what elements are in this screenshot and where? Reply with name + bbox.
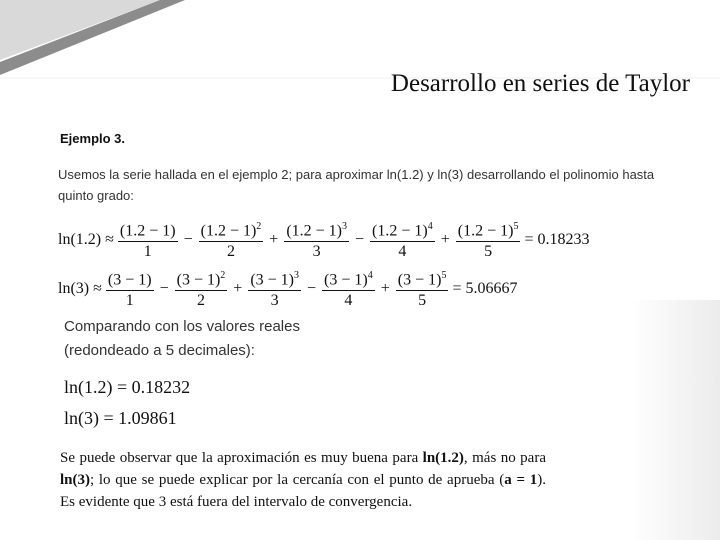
example-intro: Usemos la serie hallada en el ejemplo 2; para aproximar ln(1.2) y ln(3) desarrollando el polinomio hasta quinto grado: (58, 167, 655, 203)
term-fraction: $\frac{(1.2 - 1)}{1}$ (118, 218, 178, 262)
operator: − (183, 231, 193, 249)
real-value-ln1-2: ln(1.2) = 0.18232 (64, 377, 191, 397)
operator: + (233, 280, 243, 298)
operator: + (269, 231, 279, 249)
term-fraction: $\frac{(1.2 - 1)^5}{5}$ (456, 218, 521, 262)
term-fraction: $\frac{(3 - 1)}{1}$ (106, 267, 154, 311)
term-fraction: $\frac{(1.2 - 1)^3}{3}$ (284, 218, 349, 262)
term-fraction: $\frac{(3 - 1)^4}{4}$ (322, 267, 375, 311)
operator: + (380, 280, 390, 298)
bold-a-equals-1: a = 1 (504, 472, 538, 488)
taylor-equation-ln1-2 (58, 218, 589, 262)
conclusion-paragraph: Se puede observar que la aproximación es muy buena para ln(1.2), más no para ln(3); lo que se puede explicar por la cercanía con el punto de aprueba (a = 1). Es evidente que 3 está fuera del intervalo de convergencia. (60, 450, 546, 510)
term-fraction: $\frac{(3 - 1)^2}{2}$ (175, 267, 228, 311)
operator: − (159, 280, 169, 298)
term-fraction: $\frac{(3 - 1)^3}{3}$ (248, 267, 301, 311)
bold-ln1-2: ln(1.2) (422, 450, 464, 466)
side-shading (630, 300, 720, 540)
comparison-text (64, 315, 300, 363)
equation-lhs: ln(3) ≈ (58, 280, 102, 298)
equation-lhs: ln(1.2) ≈ (58, 231, 114, 249)
slide-title: Desarrollo en series de Taylor (390, 70, 690, 97)
header-decoration (0, 0, 720, 80)
term-fraction: $\frac{(1.2 - 1)^2}{2}$ (199, 218, 264, 262)
equation-result: = 5.06667 (452, 280, 518, 298)
term-fraction: $\frac{(1.2 - 1)^4}{4}$ (370, 218, 435, 262)
example-heading: Ejemplo 3. (60, 131, 126, 146)
bold-ln3: ln(3) (60, 472, 90, 488)
taylor-equation-ln3 (58, 267, 517, 311)
operator: − (307, 280, 317, 298)
equation-result: = 0.18233 (524, 231, 590, 249)
real-value-ln3: ln(3) = 1.09861 (64, 408, 177, 428)
term-fraction: $\frac{(3 - 1)^5}{5}$ (396, 267, 449, 311)
comparison-line-1: Comparando con los valores reales (64, 318, 300, 335)
operator: − (355, 231, 365, 249)
comparison-line-2: (redondeado a 5 decimales): (64, 342, 255, 359)
operator: + (440, 231, 450, 249)
